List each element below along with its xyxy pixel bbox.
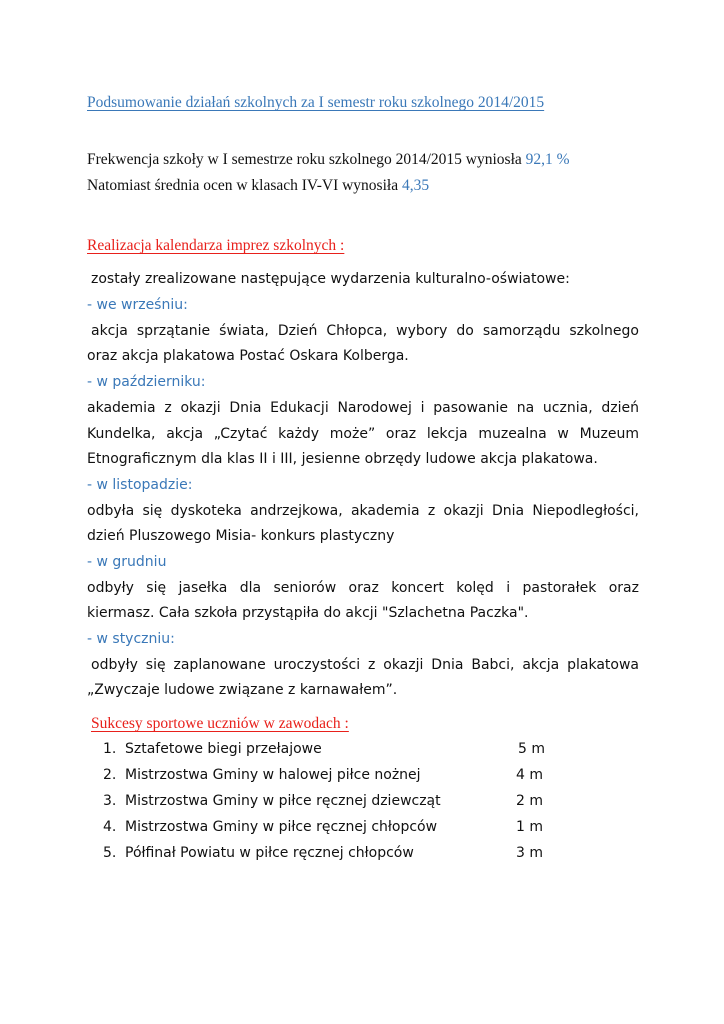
month-label-december: - w grudniu xyxy=(87,554,167,570)
sports-item-event: Mistrzostwa Gminy w halowej piłce nożnej xyxy=(125,767,421,783)
month-line: akademia z okazji Dnia Edukacji Narodowej i pasowanie na ucznia, dzień xyxy=(87,400,639,416)
sports-list-item xyxy=(103,762,563,788)
month-line: Kundelka, akcja „Czytać każdy może” oraz lekcja muzealna w Muzeum xyxy=(87,426,639,442)
sports-item-event: Sztafetowe biegi przełajowe xyxy=(125,741,322,757)
sports-heading: Sukcesy sportowe uczniów w zawodach : xyxy=(91,715,349,732)
sports-list-item xyxy=(103,840,563,866)
month-label-october: - w październiku: xyxy=(87,374,206,390)
sports-item-number: 5. xyxy=(103,845,117,861)
grades-line xyxy=(87,173,639,199)
sports-item-place: 3 m xyxy=(516,845,543,861)
month-label-january: - w styczniu: xyxy=(87,631,175,647)
month-line: dzień Pluszowego Misia- konkurs plastyczny xyxy=(87,528,395,544)
sports-item-number: 3. xyxy=(103,793,117,809)
sports-list-item xyxy=(103,814,563,840)
grades-text: Natomiast średnia ocen w klasach IV-VI wynosiła xyxy=(87,177,399,194)
attendance-value: 92,1 % xyxy=(525,151,570,168)
month-line: akcja sprzątanie świata, Dzień Chłopca, wybory do samorządu szkolnego xyxy=(91,323,639,339)
sports-item-place: 2 m xyxy=(516,793,543,809)
sports-item-number: 4. xyxy=(103,819,117,835)
month-line: odbyły się zaplanowane uroczystości z okazji Dnia Babci, akcja plakatowa xyxy=(91,657,639,673)
sports-list-item xyxy=(103,788,563,814)
month-line: odbyła się dyskoteka andrzejkowa, akademia z okazji Dnia Niepodległości, xyxy=(87,503,639,519)
sports-item-place: 4 m xyxy=(516,767,543,783)
month-line: „Zwyczaje ludowe związane z karnawałem”. xyxy=(87,682,398,698)
month-line: Etnograficznym dla klas II i III, jesienne obrzędy ludowe akcja plakatowa. xyxy=(87,451,598,467)
month-line: oraz akcja plakatowa Postać Oskara Kolberga. xyxy=(87,348,409,364)
attendance-text: Frekwencja szkoły w I semestrze roku szkolnego 2014/2015 wyniosła xyxy=(87,151,522,168)
grades-value: 4,35 xyxy=(401,177,430,194)
month-label-november: - w listopadzie: xyxy=(87,477,193,493)
sports-item-place: 5 m xyxy=(518,741,545,757)
month-line: kiermasz. Cała szkoła przystąpiła do akcji "Szlachetna Paczka". xyxy=(87,605,529,621)
sports-item-place: 1 m xyxy=(516,819,543,835)
calendar-intro: zostały zrealizowane następujące wydarzenia kulturalno-oświatowe: xyxy=(91,271,570,287)
sports-list-item xyxy=(103,736,563,762)
calendar-heading: Realizacja kalendarza imprez szkolnych : xyxy=(87,237,345,254)
month-line: odbyły się jasełka dla seniorów oraz koncert kolęd i pastorałek oraz xyxy=(87,580,639,596)
month-label-september: - we wrześniu: xyxy=(87,297,188,313)
sports-item-number: 2. xyxy=(103,767,117,783)
attendance-line xyxy=(87,147,639,173)
sports-item-event: Mistrzostwa Gminy w piłce ręcznej chłopców xyxy=(125,819,438,835)
page-title: Podsumowanie działań szkolnych za I semestr roku szkolnego 2014/2015 xyxy=(87,94,545,111)
sports-item-number: 1. xyxy=(103,741,117,757)
sports-item-event: Półfinał Powiatu w piłce ręcznej chłopców xyxy=(125,845,414,861)
sports-item-event: Mistrzostwa Gminy w piłce ręcznej dziewcząt xyxy=(125,793,441,809)
